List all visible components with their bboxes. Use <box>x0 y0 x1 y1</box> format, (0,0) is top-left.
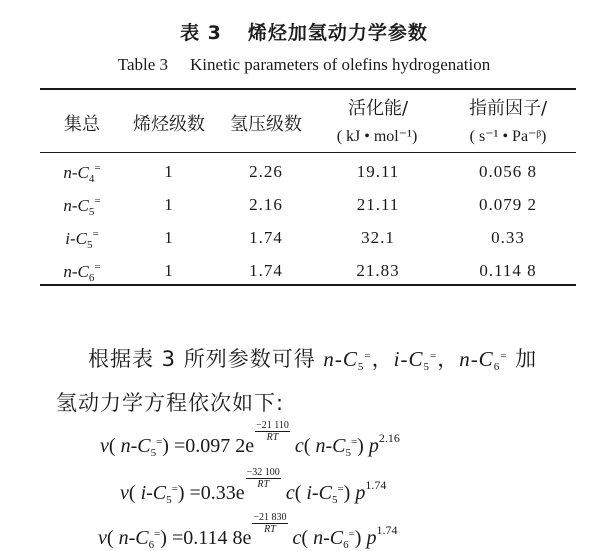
header-activation-unit: ( kJ • mol⁻¹) <box>336 128 418 145</box>
row-4-h2-order: 1.74 <box>249 261 283 280</box>
paragraph-line-2: 氢动力学方程依次如下: <box>56 391 285 415</box>
table-title-en: Kinetic parameters of olefins hydrogenation <box>190 55 491 74</box>
row-3-olefin-order: 1 <box>164 228 174 247</box>
table-bottom-rule <box>40 284 576 286</box>
header-prefactor-unit: ( s⁻¹ • Pa⁻ᵝ) <box>469 128 547 145</box>
table-top-rule <box>40 88 576 90</box>
body-paragraph: 根据表 3 所列参数可得 $n-C_5^=$，$i-C_5^=$，$n-C_6^=$ 加 氢动力学方程依次如下: <box>56 347 538 415</box>
header-h2-order: 氢压级数 <box>230 114 302 135</box>
species-n-c5: $n-C_5^=$ <box>323 347 372 373</box>
row-1-activation-energy: 19.11 <box>356 162 400 181</box>
equation-i-c5: v( $i-C_5^=) =0.33e$ $\frac{-32 100}{RT}$ c( $i-C_5^=$) $p^{1.74}$ <box>120 467 387 506</box>
row-2-olefin-order: 1 <box>164 195 174 214</box>
table-caption-en <box>0 55 608 75</box>
paragraph-intro: 根据表 3 所列参数可得 <box>88 347 316 371</box>
table-caption-cn <box>0 18 608 45</box>
header-olefin-order: 烯烃级数 <box>133 114 205 135</box>
table-label-en: Table 3 <box>117 55 169 74</box>
row-1-olefin-order: 1 <box>164 162 174 181</box>
header-lump: 集总 <box>64 114 100 135</box>
row-4-lump: $n-C_6^=$ <box>63 261 101 284</box>
table-header-rule <box>40 152 576 153</box>
table-label-cn: 表 3 <box>180 22 222 44</box>
header-prefactor: 指前因子/ <box>468 98 548 119</box>
row-4-olefin-order: 1 <box>164 261 174 280</box>
equation-n-c6: v( $n-C_6^=) =0.114$ 8e $\frac{-21 830}{RT}$ c( $n-C_6^=$) $p^{1.74}$ <box>98 512 398 551</box>
row-1-h2-order: 2.26 <box>249 162 283 181</box>
row-1-prefactor: 0.056 8 <box>479 162 537 181</box>
species-i-c5: $i-C_5^=$ <box>393 347 438 373</box>
row-2-lump: $n-C_5^=$ <box>63 195 101 218</box>
row-3-activation-energy: 32.1 <box>361 228 395 247</box>
row-3-h2-order: 1.74 <box>249 228 283 247</box>
row-1-lump: $n-C_4^=$ <box>63 162 101 185</box>
row-2-prefactor: 0.079 2 <box>479 195 537 214</box>
table-title-cn: 烯烃加氢动力学参数 <box>247 22 428 44</box>
row-3-prefactor: 0.33 <box>491 228 525 247</box>
row-4-prefactor: 0.114 8 <box>479 261 537 280</box>
species-n-c6: $n-C_6^=$ <box>459 347 508 373</box>
row-2-h2-order: 2.16 <box>249 195 283 214</box>
paragraph-tail: 加 <box>515 347 538 371</box>
row-2-activation-energy: 21.11 <box>356 195 400 214</box>
header-activation-energy: 活化能/ <box>347 98 409 119</box>
equation-n-c5: v( $n-C_5^=) =0.097$ 2e $\frac{-21 110}{RT}$ c( $n-C_5^=$) $p^{2.16}$ <box>100 420 400 459</box>
row-4-activation-energy: 21.83 <box>356 261 400 280</box>
row-3-lump: $i-C_5^=$ <box>65 228 99 251</box>
